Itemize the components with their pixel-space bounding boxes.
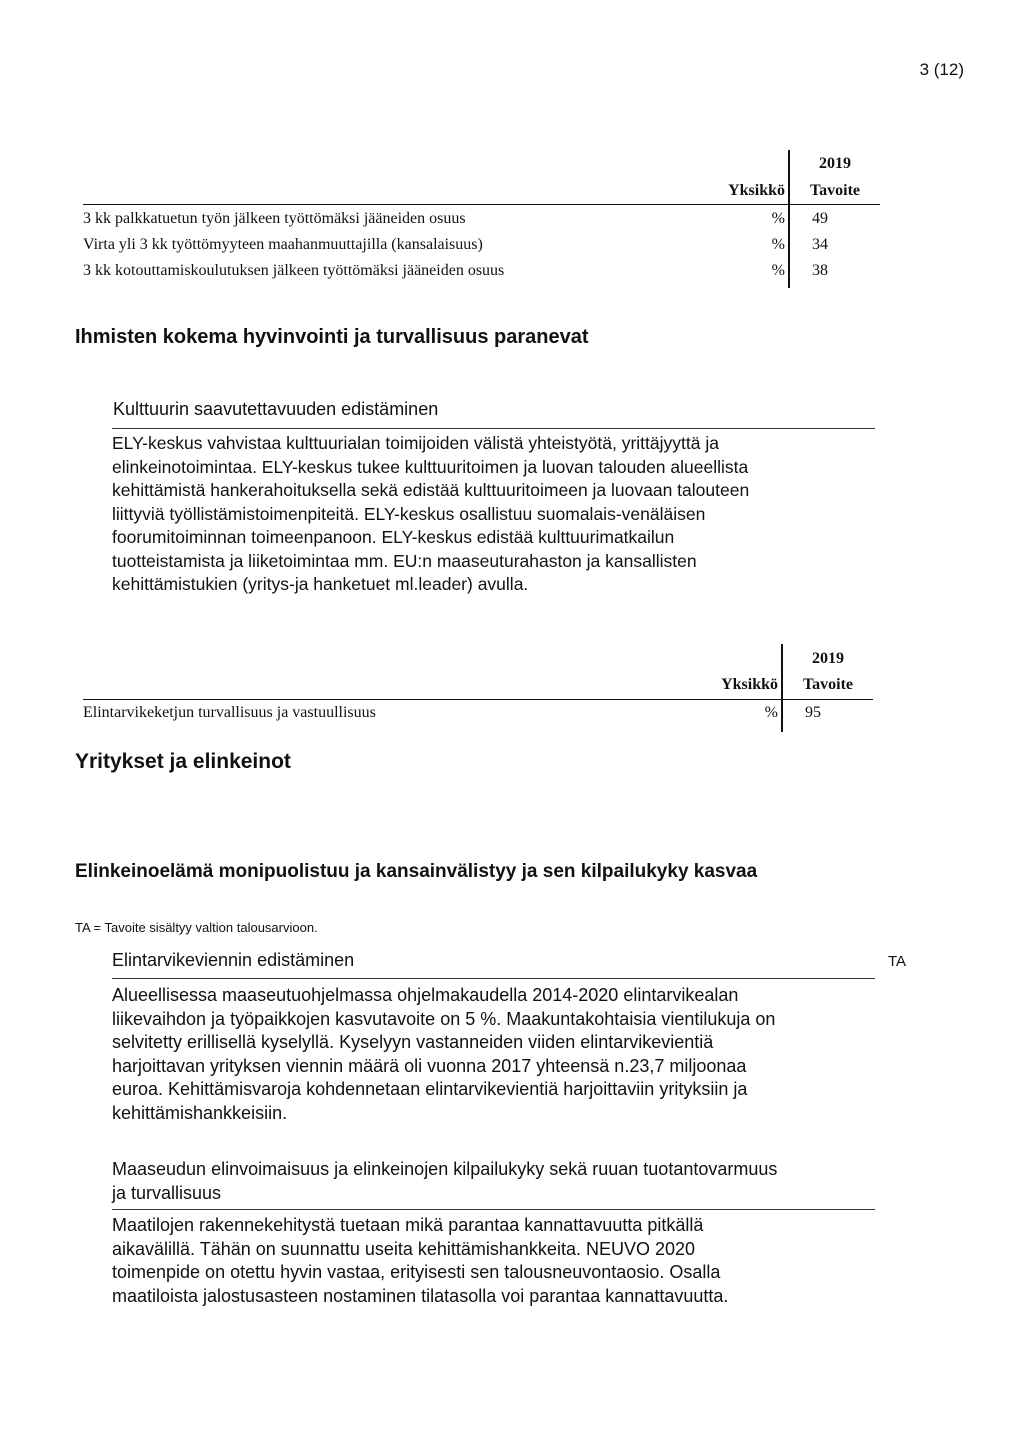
unit-header: Yksikkö [728,182,785,199]
paragraph-line: tuotteistamista ja liiketoimintaa mm. EU:n maaseuturahaston ja kansallisten [112,550,697,571]
paragraph-line: liikevaihdon ja työpaikkojen kasvutavoite on 5 %. Maakuntakohtaisia vientilukuja on [112,1008,776,1029]
table-row [83,210,880,234]
table-header-rule [83,204,880,205]
section-subheading: Kulttuurin saavutettavuuden edistäminen [113,399,439,419]
paragraph-line: selvitetty erillisellä kyselyllä. Kyselyyn vastanneiden viiden elintarvikevientiä [112,1032,714,1052]
row-unit: % [771,262,785,279]
paragraph-line: aikavälillä. Tähän on suunnattu useita kehittämishankkeita. NEUVO 2020 [112,1238,696,1259]
row-value: 34 [812,236,828,253]
target-header: Tavoite [802,676,854,693]
paragraph-line: ELY-keskus vahvistaa kulttuurialan toimijoiden välistä yhteistyötä, yrittäjyyttä ja [112,433,719,453]
year-header: 2019 [819,155,851,172]
block-tag: TA [888,953,907,970]
note-text: TA = Tavoite sisältyy valtion talousarvioon. [75,920,318,935]
section-paragraph [112,432,882,597]
row-value: 49 [812,210,828,227]
row-unit: % [771,236,785,253]
indicator-table-2 [83,644,873,734]
block-title: Elintarvikeviennin edistäminen [112,950,355,970]
paragraph-line: euroa. Kehittämisvaroja kohdennetaan elintarvikevientiä harjoittaviin yrityksiin ja [112,1079,748,1099]
section-heading: Yritykset ja elinkeinot [75,750,291,773]
block-rule [112,978,875,979]
paragraph-line: foorumitoiminnan toimeenpanoon. ELY-keskus edistää kulttuurimatkailun [112,527,675,547]
paragraph-line: toimenpide on otettu hyvin vastaa, erityisesti sen talousneuvontaosio. Osalla [112,1262,721,1282]
block-paragraph [112,984,887,1125]
row-unit: % [771,210,785,227]
table-row [83,704,873,728]
block-title [112,1158,887,1205]
section-heading: Ihmisten kokema hyvinvointi ja turvallisuus paranevat [75,326,589,348]
paragraph-line: Alueellisessa maaseutuohjelmassa ohjelmakaudella 2014-2020 elintarvikealan [112,985,739,1005]
page-number: 3 (12) [919,60,964,79]
indicator-table-1 [83,150,880,290]
paragraph-line: kehittämistä hankerahoituksella sekä edistää kulttuuritoimeen ja luovaan talouteen [112,480,750,500]
year-header: 2019 [812,650,844,667]
block-rule [112,1209,875,1210]
title-line: Maaseudun elinvoimaisuus ja elinkeinojen kilpailukyky sekä ruuan tuotantovarmuus [112,1159,778,1179]
row-label: Virta yli 3 kk työttömyyteen maahanmuuttajilla (kansalaisuus) [83,236,483,253]
unit-header: Yksikkö [721,676,778,693]
paragraph-line: liittyviä työllistämistoimenpiteitä. ELY-keskus osallistuu suomalais-venäläisen [112,503,706,524]
paragraph-line: kehittämistukien (yritys-ja hanketuet ml.leader) avulla. [112,574,529,594]
paragraph-line: Maatilojen rakennekehitystä tuetaan mikä parantaa kannattavuutta pitkällä [112,1215,704,1235]
table-header-rule [83,699,873,700]
row-label: Elintarvikeketjun turvallisuus ja vastuullisuus [83,704,376,721]
paragraph-line: elinkeinotoimintaa. ELY-keskus tukee kulttuuritoimen ja luovan talouden alueellista [112,456,749,477]
paragraph-line: harjoittavan yrityksen viennin määrä oli vuonna 2017 yhteensä n.23,7 miljoonaa [112,1055,747,1076]
row-label: 3 kk kotouttamiskoulutuksen jälkeen työttömäksi jääneiden osuus [83,262,505,279]
title-line: ja turvallisuus [112,1182,222,1203]
paragraph-line: kehittämishankkeisiin. [112,1102,288,1123]
section-subheading: Elinkeinoelämä monipuolistuu ja kansainvälistyy ja sen kilpailukyky kasvaa [75,861,758,882]
paragraph-line: maatiloista jalostusasteen nostaminen tilatasolla voi parantaa kannattavuutta. [112,1285,729,1306]
target-header: Tavoite [809,182,861,199]
row-unit: % [764,704,778,721]
table-row [83,262,880,286]
row-label: 3 kk palkkatuetun työn jälkeen työttömäksi jääneiden osuus [83,210,466,227]
block-paragraph [112,1214,887,1308]
row-value: 38 [812,262,828,279]
table-row [83,236,880,260]
row-value: 95 [805,704,821,721]
section-rule [112,428,875,429]
